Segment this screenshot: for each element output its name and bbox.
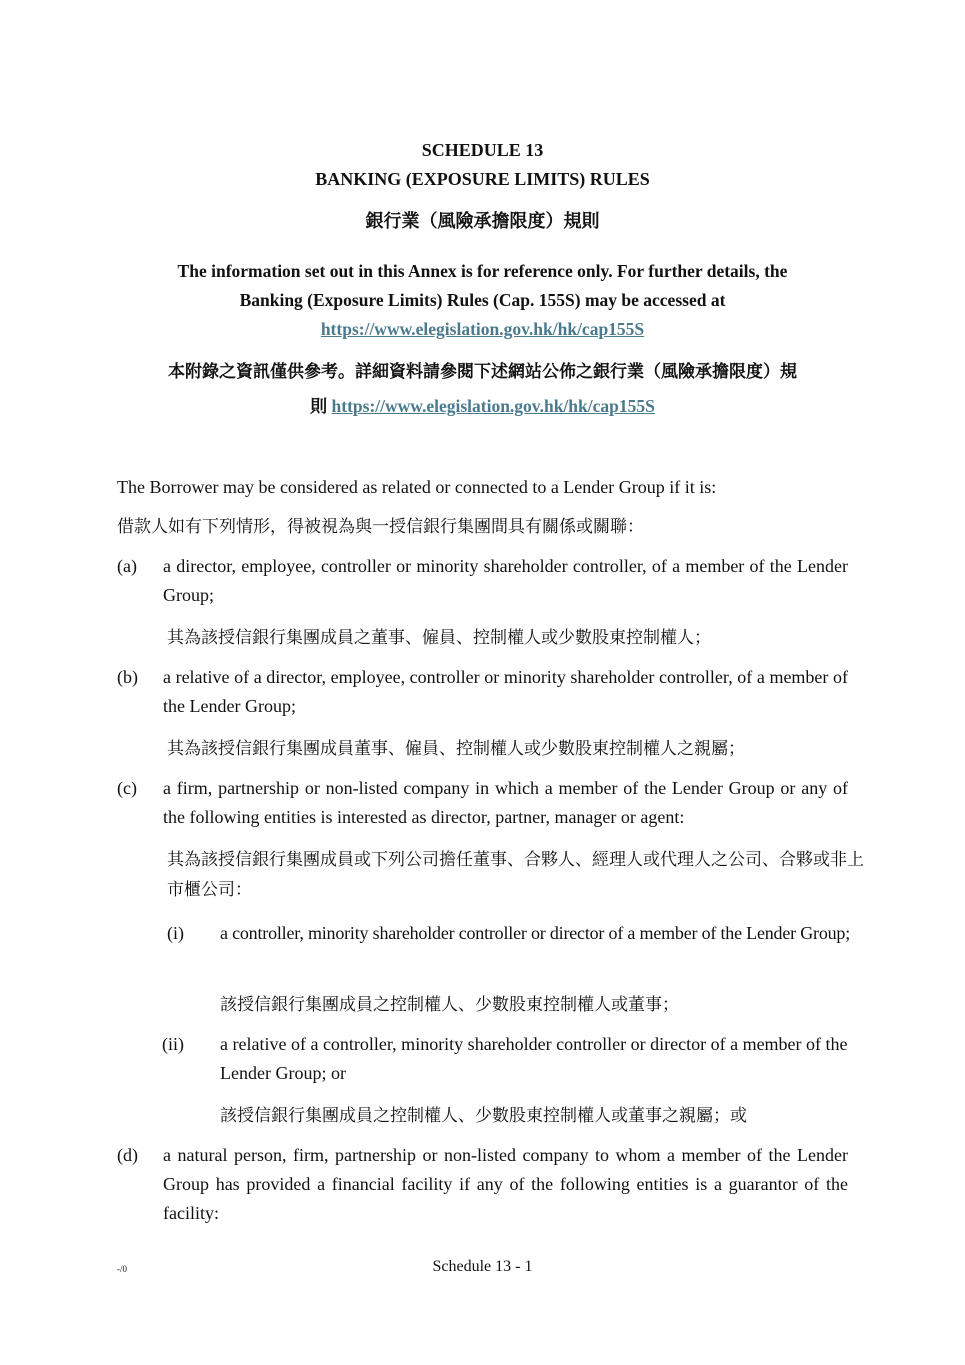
item-d-en: a natural person, firm, partnership or non-listed company to whom a member of the Lender Group has provided a financial facility if any of the following entities is a guarantor of the facility: xyxy=(163,1145,848,1223)
item-a-en: a director, employee, controller or minority shareholder controller, of a member of the Lender Group; xyxy=(163,556,848,605)
document-title-en: BANKING (EXPOSURE LIMITS) RULES xyxy=(315,169,650,189)
item-c-ii-en: a relative of a controller, minority shareholder controller or director of a member of the Lender Group; or xyxy=(220,1034,848,1083)
notice-zh-url-link[interactable]: https://www.elegislation.gov.hk/hk/cap155S xyxy=(331,396,655,416)
item-c-en: a firm, partnership or non-listed company in which a member of the Lender Group or any of the following entities is interested as director, partner, manager or agent: xyxy=(163,778,848,827)
document-title-zh: 銀行業（風險承擔限度）規則 xyxy=(365,211,600,232)
intro-zh: 借款人如有下列情形，得被視為與一授信銀行集團間具有關係或關聯： xyxy=(117,517,644,537)
schedule-number: SCHEDULE 13 xyxy=(421,140,544,160)
item-c-i-zh: 該授信銀行集團成員之控制權人、少數股東控制權人或董事； xyxy=(220,995,679,1015)
notice-zh-line-1: 本附錄之資訊僅供參考。詳細資料請參閱下述網站公佈之銀行業（風險承擔限度）規 xyxy=(168,362,797,382)
notice-url-link[interactable]: https://www.elegislation.gov.hk/hk/cap155S xyxy=(320,319,645,339)
notice-line-2: Banking (Exposure Limits) Rules (Cap. 155S) may be accessed at xyxy=(239,290,726,310)
notice-link-row xyxy=(0,319,965,340)
item-a-label: (a) xyxy=(117,556,137,576)
intro-en: The Borrower may be considered as related or connected to a Lender Group if it is: xyxy=(117,477,717,497)
item-d-label: (d) xyxy=(117,1145,138,1165)
footer-page-marker: -/0 xyxy=(117,1264,127,1274)
item-c-ii-zh: 該授信銀行集團成員之控制權人、少數股東控制權人或董事之親屬；或 xyxy=(220,1106,747,1126)
notice-zh-prefix: 則 xyxy=(310,397,328,417)
item-b-en: a relative of a director, employee, controller or minority shareholder controller, of a member of the Lender Group; xyxy=(163,667,848,716)
footer-page-number: Schedule 13 - 1 xyxy=(432,1258,533,1275)
item-c-ii-label: (ii) xyxy=(162,1034,184,1054)
item-c-label: (c) xyxy=(117,778,137,798)
item-c-zh: 其為該授信銀行集團成員或下列公司擔任董事、合夥人、經理人或代理人之公司、合夥或非上市櫃公司： xyxy=(167,850,864,900)
item-a-zh: 其為該授信銀行集團成員之董事、僱員、控制權人或少數股東控制權人； xyxy=(167,628,711,648)
item-c-i-label: (i) xyxy=(167,923,184,943)
notice-zh-line-2 xyxy=(0,392,965,417)
item-b-label: (b) xyxy=(117,667,138,687)
item-c-i-en: a controller, minority shareholder controller or director of a member of the Lender Group; xyxy=(220,923,851,943)
notice-line-1: The information set out in this Annex is for reference only. For further details, the xyxy=(177,261,788,281)
item-b-zh: 其為該授信銀行集團成員董事、僱員、控制權人或少數股東控制權人之親屬； xyxy=(167,739,745,759)
